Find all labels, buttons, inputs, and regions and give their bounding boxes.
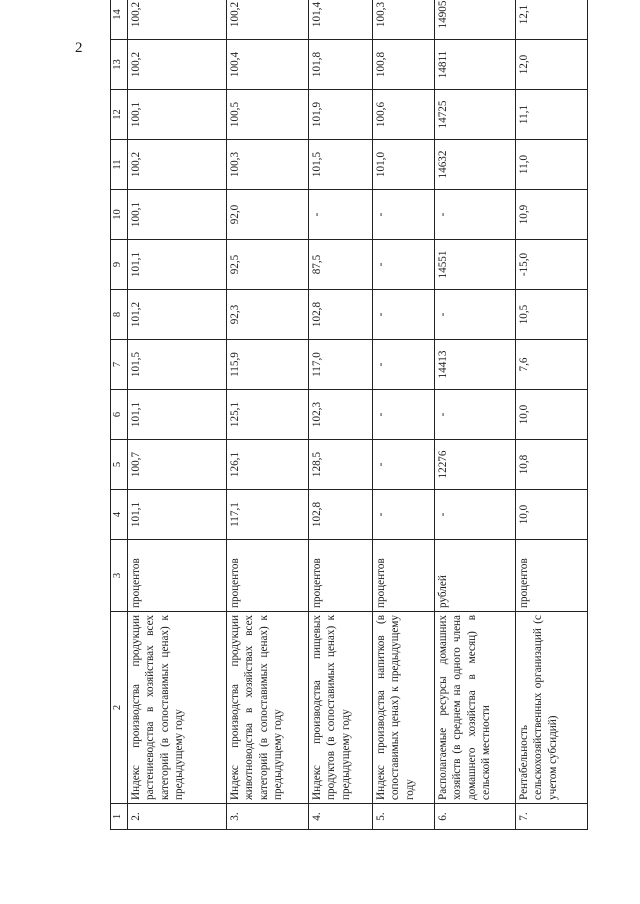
row-number: 5. (373, 804, 435, 830)
column-number: 4 (111, 490, 128, 540)
value-cell: 11,1 (516, 90, 588, 140)
value-cell: 14905 (435, 0, 516, 40)
row-number: 7. (516, 804, 588, 830)
column-number: 6 (111, 390, 128, 440)
value-cell: 12,0 (516, 40, 588, 90)
column-number: 3 (111, 540, 128, 612)
value-cell: 101,8 (309, 40, 373, 90)
value-cell: 117,1 (227, 490, 309, 540)
indicator-name: Индекс производства продукции животноводства в хозяйствах всех категорий (в сопоставимых ценах) к предыдущему году (227, 612, 309, 804)
table-row (516, 0, 588, 830)
value-cell: - (373, 290, 435, 340)
value-cell: - (309, 190, 373, 240)
value-cell: 12,1 (516, 0, 588, 40)
value-cell: 101,9 (309, 90, 373, 140)
value-cell: 100,5 (227, 90, 309, 140)
value-cell: - (435, 290, 516, 340)
column-number: 14 (111, 0, 128, 40)
value-cell: 100,1 (128, 90, 227, 140)
value-cell: 10,5 (516, 290, 588, 340)
rotated-table-container (110, 0, 559, 830)
value-cell: 101,4 (309, 0, 373, 40)
value-cell: 101,1 (128, 240, 227, 290)
value-cell: 102,8 (309, 290, 373, 340)
value-cell: 101,0 (373, 140, 435, 190)
unit-cell: процентов (373, 540, 435, 612)
value-cell: - (373, 190, 435, 240)
column-number: 13 (111, 40, 128, 90)
value-cell: 100,2 (128, 40, 227, 90)
value-cell: 11,0 (516, 140, 588, 190)
value-cell: 102,3 (309, 390, 373, 440)
value-cell: 128,5 (309, 440, 373, 490)
value-cell: - (435, 390, 516, 440)
table-row (128, 0, 227, 830)
unit-cell: процентов (227, 540, 309, 612)
value-cell: - (435, 490, 516, 540)
value-cell: 100,2 (227, 0, 309, 40)
column-number: 11 (111, 140, 128, 190)
value-cell: - (373, 440, 435, 490)
value-cell: 10,0 (516, 390, 588, 440)
value-cell: -15,0 (516, 240, 588, 290)
value-cell: 100,3 (227, 140, 309, 190)
value-cell: 10,9 (516, 190, 588, 240)
value-cell: - (373, 390, 435, 440)
unit-cell: процентов (516, 540, 588, 612)
value-cell: 92,5 (227, 240, 309, 290)
value-cell: 100,4 (227, 40, 309, 90)
value-cell: 100,2 (128, 140, 227, 190)
row-number: 3. (227, 804, 309, 830)
value-cell: 14811 (435, 40, 516, 90)
column-number: 10 (111, 190, 128, 240)
value-cell: 125,1 (227, 390, 309, 440)
unit-cell: процентов (128, 540, 227, 612)
column-number: 2 (111, 612, 128, 804)
indicator-name: Индекс производства напитков (в сопоставимых ценах) к предыдущему году (373, 612, 435, 804)
table-row (373, 0, 435, 830)
value-cell: 12276 (435, 440, 516, 490)
value-cell: 100,7 (128, 440, 227, 490)
table-row (435, 0, 516, 830)
value-cell: 115,9 (227, 340, 309, 390)
value-cell: 14551 (435, 240, 516, 290)
value-cell: 101,1 (128, 390, 227, 440)
value-cell: 100,3 (373, 0, 435, 40)
value-cell: 126,1 (227, 440, 309, 490)
value-cell: 101,5 (128, 340, 227, 390)
value-cell: - (373, 240, 435, 290)
unit-cell: процентов (309, 540, 373, 612)
column-number: 12 (111, 90, 128, 140)
unit-cell: рублей (435, 540, 516, 612)
value-cell: 14725 (435, 90, 516, 140)
value-cell: 10,0 (516, 490, 588, 540)
value-cell: 7,6 (516, 340, 588, 390)
value-cell: 102,8 (309, 490, 373, 540)
row-number: 2. (128, 804, 227, 830)
value-cell: 100,6 (373, 90, 435, 140)
column-number: 1 (111, 804, 128, 830)
row-number: 4. (309, 804, 373, 830)
table-row (309, 0, 373, 830)
value-cell: 14413 (435, 340, 516, 390)
page-number: 2 (75, 40, 83, 56)
value-cell: 10,8 (516, 440, 588, 490)
indicator-name: Индекс производства продукции растениеводства в хозяйствах всех категорий (в сопоставимых ценах) к предыдущему году (128, 612, 227, 804)
value-cell: 101,2 (128, 290, 227, 340)
column-number: 9 (111, 240, 128, 290)
value-cell: 100,1 (128, 190, 227, 240)
column-number-row (111, 0, 128, 830)
value-cell: 92,0 (227, 190, 309, 240)
value-cell: 87,5 (309, 240, 373, 290)
value-cell: 117,0 (309, 340, 373, 390)
value-cell: 101,5 (309, 140, 373, 190)
value-cell: - (435, 190, 516, 240)
value-cell: 92,3 (227, 290, 309, 340)
indicator-name: Индекс производства пищевых продуктов (в сопоставимых ценах) к предыдущему году (309, 612, 373, 804)
value-cell: 14632 (435, 140, 516, 190)
indicators-table (110, 0, 588, 830)
value-cell: 100,8 (373, 40, 435, 90)
value-cell: - (373, 490, 435, 540)
table-row (227, 0, 309, 830)
indicator-name: Располагаемые ресурсы домашних хозяйств (в среднем на одного члена домашнего хозяйства в месяц) в сельской местности (435, 612, 516, 804)
column-number: 7 (111, 340, 128, 390)
value-cell: 101,1 (128, 490, 227, 540)
column-number: 8 (111, 290, 128, 340)
row-number: 6. (435, 804, 516, 830)
value-cell: 100,2 (128, 0, 227, 40)
column-number: 5 (111, 440, 128, 490)
value-cell: - (373, 340, 435, 390)
indicator-name: Рентабельность сельскохозяйственных организаций (с учетом субсидий) (516, 612, 588, 804)
